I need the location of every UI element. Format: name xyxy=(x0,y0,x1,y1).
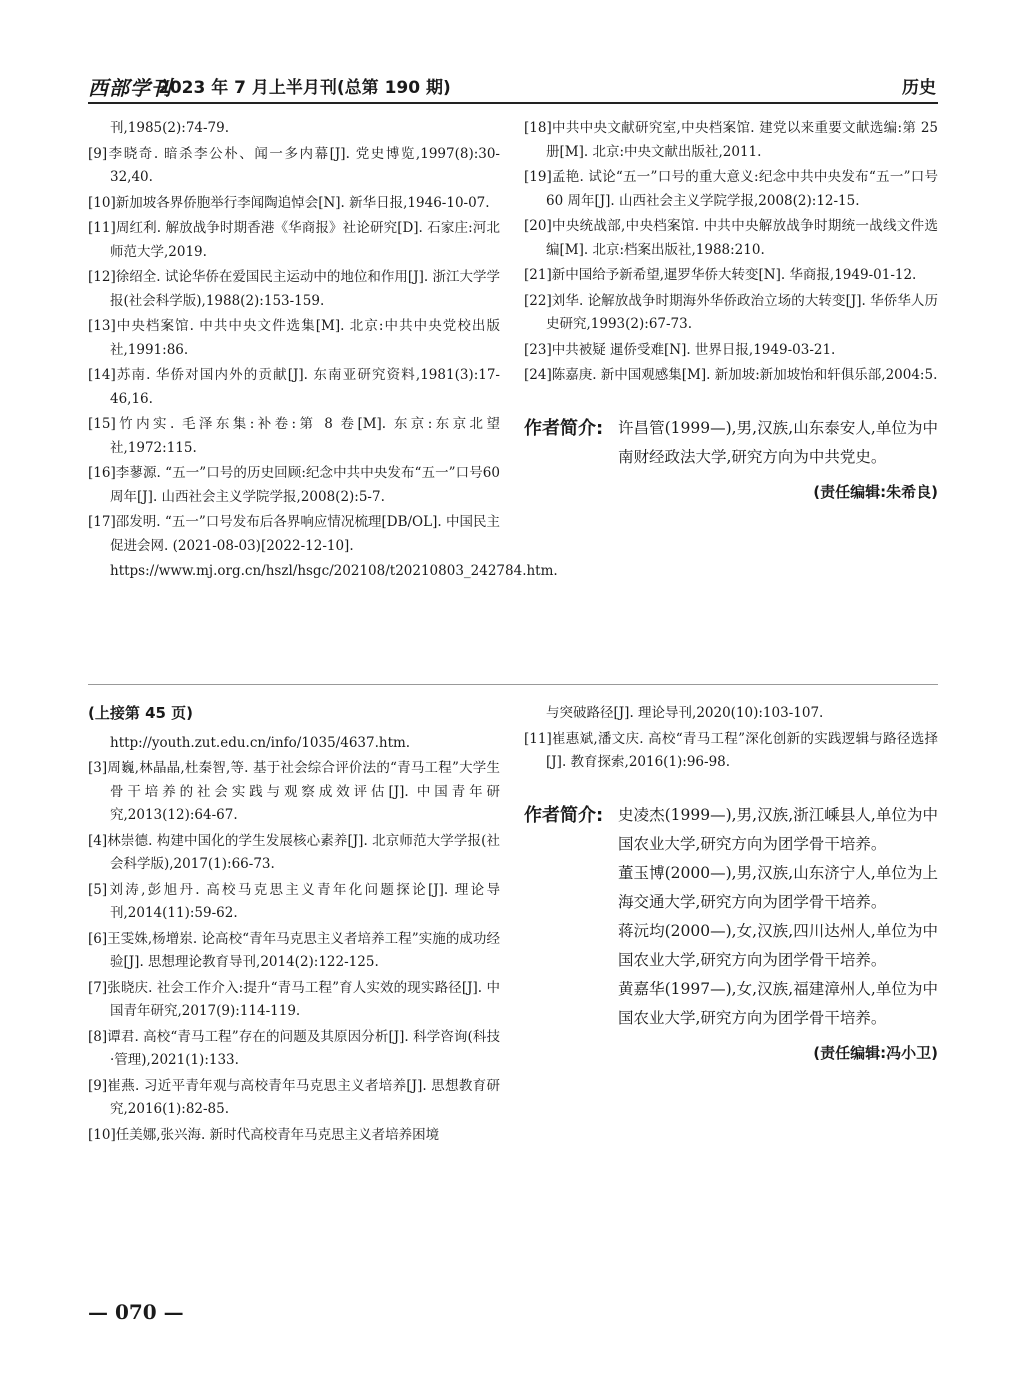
page-number: — 070 — xyxy=(88,1300,184,1324)
continued-from-heading: (上接第 45 页) xyxy=(88,704,194,722)
reference-item: [16]李蓼源. “五一”口号的历史回顾:纪念中共中央发布“五一”口号60 周年[J]. 山西社会主义学院学报,2008(2):5-7. xyxy=(88,465,500,505)
reference-item: [24]陈嘉庚. 新中国观感集[M]. 新加坡:新加坡怡和轩俱乐部,2004:5. xyxy=(524,367,938,383)
reference-url: http://youth.zut.edu.cn/info/1035/4637.htm. xyxy=(110,734,411,751)
references-bottom-left xyxy=(88,732,500,1148)
journal-logo: 西部学刊 xyxy=(88,76,172,100)
reference-continuation: 刊,1985(2):74-79. xyxy=(110,120,230,136)
section-divider xyxy=(88,684,938,685)
author-bio-text xyxy=(618,801,938,1033)
reference-item: [17]邵发明. “五一”口号发布后各界响应情况梳理[DB/OL]. 中国民主促进会网. (2021-08-03)[2022-12-10]. xyxy=(88,514,500,554)
reference-item: [10]新加坡各界侨胞举行李闻陶追悼会[N]. 新华日报,1946-10-07. xyxy=(88,194,490,211)
author-bio-paragraph: 史凌杰(1999—),男,汉族,浙江嵊县人,单位为中国农业大学,研究方向为团学骨干培养。 xyxy=(618,805,938,853)
reference-item: [15]竹内实. 毛泽东集:补卷:第 8 卷[M]. 东京:东京北望社,1972:115. xyxy=(88,416,500,456)
author-bio-label: 作者简介: xyxy=(524,804,604,826)
reference-item: [5]刘涛,彭旭丹. 高校马克思主义青年化问题探论[J]. 理论导刊,2014(11):59-62. xyxy=(88,881,500,921)
reference-item: [22]刘华. 论解放战争时期海外华侨政治立场的大转变[J]. 华侨华人历史研究,1993(2):67-73. xyxy=(524,292,938,332)
references-top-right xyxy=(524,117,938,388)
reference-item: [4]林崇德. 构建中国化的学生发展核心素养[J]. 北京师范大学学报(社会科学版),2017(1):66-73. xyxy=(88,832,500,872)
issue-info: 2023 年 7 月上半月刊(总第 190 期) xyxy=(158,78,451,98)
author-bio-label: 作者简介: xyxy=(524,417,604,439)
reference-item: [23]中共被疑 暹侨受难[N]. 世界日报,1949-03-21. xyxy=(524,341,836,358)
reference-item: [9]崔燕. 习近平青年观与高校青年马克思主义者培养[J]. 思想教育研究,2016(1):82-85. xyxy=(88,1077,500,1117)
reference-item: [12]徐绍全. 试论华侨在爱国民主运动中的地位和作用[J]. 浙江大学学报(社会科学版),1988(2):153-159. xyxy=(88,269,500,309)
header-rule xyxy=(88,102,938,104)
references-bottom-left-column xyxy=(88,702,500,1149)
section-name: 历史 xyxy=(902,78,936,98)
responsible-editor: (责任编辑:冯小卫) xyxy=(813,1043,938,1062)
author-bio-top xyxy=(524,414,938,507)
references-top-left xyxy=(88,117,558,586)
reference-item: [14]苏南. 华侨对国内外的贡献[J]. 东南亚研究资料,1981(3):17-46,16. xyxy=(88,367,500,407)
reference-item: [19]孟艳. 试论“五一”口号的重大意义:纪念中共中央发布“五一”口号 60 周年[J]. 山西社会主义学院学报,2008(2):12-15. xyxy=(524,169,938,209)
references-top-right-column xyxy=(524,117,938,507)
references-bottom-right xyxy=(524,702,938,775)
reference-item: [8]谭君. 高校“青马工程”存在的问题及其原因分析[J]. 科学咨询(科技·管理),2021(1):133. xyxy=(88,1028,500,1068)
reference-item: [9]李晓奇. 暗杀李公朴、闻一多内幕[J]. 党史博览,1997(8):30-32,40. xyxy=(88,145,500,185)
reference-item: [11]周红利. 解放战争时期香港《华商报》社论研究[D]. 石家庄:河北师范大学,2019. xyxy=(88,220,500,260)
responsible-editor: (责任编辑:朱希良) xyxy=(813,482,938,501)
reference-item: [20]中央统战部,中央档案馆. 中共中央解放战争时期统一战线文件选编[M]. 北京:档案出版社,1988:210. xyxy=(524,218,938,258)
author-bio-paragraph: 蒋沅均(2000—),女,汉族,四川达州人,单位为中国农业大学,研究方向为团学骨干培养。 xyxy=(618,921,938,969)
reference-item: [6]王雯姝,杨增岽. 论高校“青年马克思主义者培养工程”实施的成功经验[J]. 思想理论教育导刊,2014(2):122-125. xyxy=(88,930,500,970)
author-bio-paragraph: 董玉博(2000—),男,汉族,山东济宁人,单位为上海交通大学,研究方向为团学骨干培养。 xyxy=(618,863,938,911)
author-bio-bottom xyxy=(524,801,938,1068)
author-bio-paragraph: 许昌管(1999—),男,汉族,山东泰安人,单位为中南财经政法大学,研究方向为中共党史。 xyxy=(618,418,938,466)
reference-item: [13]中央档案馆. 中共中央文件选集[M]. 北京:中共中央党校出版社,1991:86. xyxy=(88,318,500,358)
reference-continuation: 与突破路径[J]. 理论导刊,2020(10):103-107. xyxy=(546,705,824,721)
reference-item: [18]中共中央文献研究室,中央档案馆. 建党以来重要文献选编:第 25 册[M]. 北京:中央文献出版社,2011. xyxy=(524,120,938,160)
page-header xyxy=(88,70,938,100)
author-bio-text xyxy=(618,414,938,472)
reference-item: [3]周巍,林晶晶,杜秦智,等. 基于社会综合评价法的“青马工程”大学生骨干培养的社会实践与观察成效评估[J]. 中国青年研究,2013(12):64-67. xyxy=(88,760,500,823)
references-bottom-right-column xyxy=(524,702,938,1068)
reference-item: [21]新中国给予新希望,暹罗华侨大转变[N]. 华商报,1949-01-12. xyxy=(524,267,917,283)
reference-item: [7]张晓庆. 社会工作介入:提升“青马工程”育人实效的现实路径[J]. 中国青年研究,2017(9):114-119. xyxy=(88,979,500,1019)
reference-item: [11]崔惠斌,潘文庆. 高校“青马工程”深化创新的实践逻辑与路径选择[J]. 教育探索,2016(1):96-98. xyxy=(524,730,938,770)
reference-item: [10]任美娜,张兴海. 新时代高校青年马克思主义者培养困境 xyxy=(88,1126,440,1143)
author-bio-paragraph: 黄嘉华(1997—),女,汉族,福建漳州人,单位为中国农业大学,研究方向为团学骨干培养。 xyxy=(618,979,938,1027)
reference-url: https://www.mj.org.cn/hszl/hsgc/202108/t20210803_242784.htm. xyxy=(110,563,558,579)
